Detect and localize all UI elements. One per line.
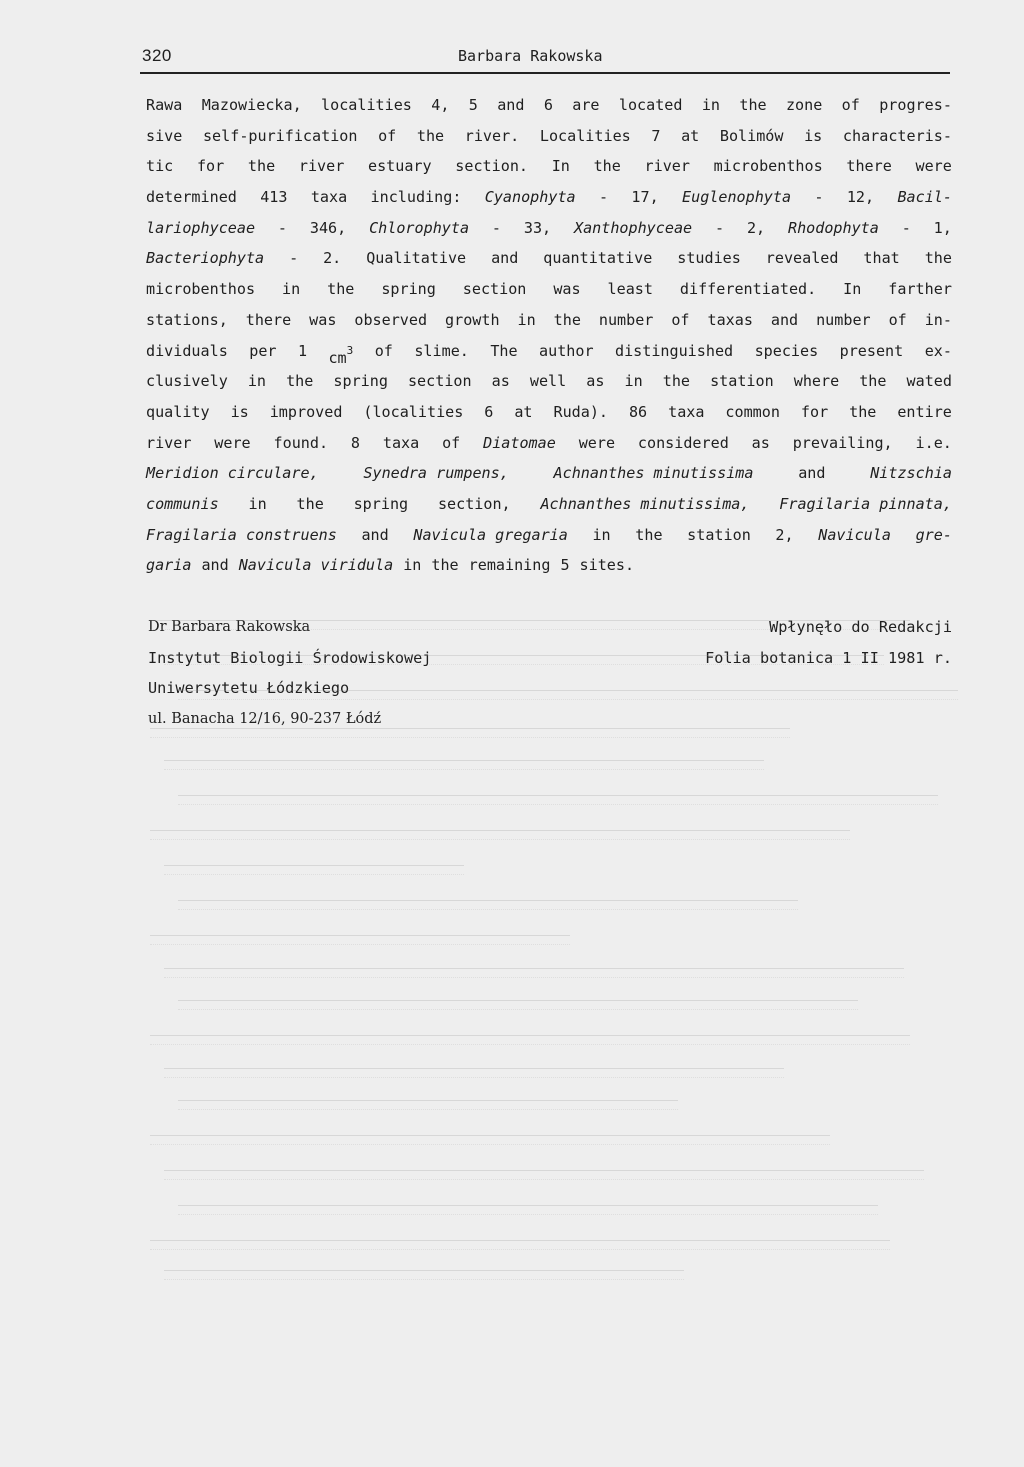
word: remaining xyxy=(468,556,551,575)
word: dividuals xyxy=(146,341,228,360)
word: in- xyxy=(924,310,952,329)
word: number xyxy=(816,310,871,329)
word: - xyxy=(901,218,911,237)
word: 6 xyxy=(484,402,494,421)
word: 5 xyxy=(468,96,478,114)
text-line xyxy=(146,458,952,489)
word: 12, xyxy=(846,188,875,207)
word: and xyxy=(770,310,799,329)
ghost-line xyxy=(164,1170,924,1180)
word: 1, xyxy=(933,218,952,237)
word: taxa xyxy=(668,402,705,421)
ghost-line xyxy=(178,795,938,805)
word: of xyxy=(671,310,690,329)
word: - xyxy=(289,249,299,268)
word: the xyxy=(662,372,691,391)
word: the xyxy=(431,556,459,575)
word: taxa xyxy=(382,433,420,452)
word: of xyxy=(378,126,397,145)
word: Rawa xyxy=(146,96,183,114)
word: Ruda). xyxy=(553,402,609,421)
word: - xyxy=(491,218,501,237)
word: - xyxy=(598,188,609,207)
page-number: 320 xyxy=(142,46,172,65)
author-name: Dr Barbara Rakowska xyxy=(148,619,311,635)
word: Navicula xyxy=(818,525,891,544)
word: estuary xyxy=(367,157,432,176)
word: Localities xyxy=(539,126,631,145)
word: stations, xyxy=(146,310,228,329)
text-line xyxy=(146,151,952,182)
word: station xyxy=(687,525,751,544)
word: studies xyxy=(677,249,741,268)
word: the xyxy=(416,126,445,145)
word: characteris- xyxy=(842,126,952,145)
word: Navicula viridula xyxy=(238,556,394,575)
word: clusively xyxy=(146,372,228,391)
word: there xyxy=(846,157,892,176)
word: Qualitative xyxy=(366,249,467,268)
word: in xyxy=(592,525,611,544)
word: at xyxy=(514,402,533,421)
word: the xyxy=(327,280,355,299)
ghost-line xyxy=(164,1068,784,1078)
word: 86 xyxy=(628,402,648,421)
word: Euglenophyta xyxy=(682,188,792,207)
word: quantitative xyxy=(543,249,653,268)
word: 413 xyxy=(260,188,288,207)
word: section. xyxy=(455,157,528,176)
text-line xyxy=(146,305,952,336)
text-line xyxy=(146,121,952,152)
word: station xyxy=(710,372,774,391)
word: the xyxy=(296,494,324,513)
ghost-line xyxy=(178,1000,858,1010)
word: taxa xyxy=(310,188,348,207)
word: self-purification xyxy=(202,126,358,145)
word: 33, xyxy=(523,218,552,237)
word: river xyxy=(146,433,192,452)
word: lariophyceae xyxy=(146,218,256,237)
word: were xyxy=(214,433,251,452)
word: found. xyxy=(273,433,329,452)
word: Bacil- xyxy=(897,188,952,207)
word: including: xyxy=(370,188,462,207)
word: taxas xyxy=(707,310,753,329)
word: author xyxy=(539,341,594,360)
word: farther xyxy=(888,280,952,299)
word: garia xyxy=(146,556,192,575)
text-line xyxy=(146,397,952,428)
word: the xyxy=(849,402,877,421)
word: quality xyxy=(146,402,210,421)
word: the xyxy=(593,157,621,176)
word: microbenthos xyxy=(713,157,823,176)
word: Meridion circulare, xyxy=(146,464,319,483)
word: where xyxy=(793,372,840,391)
word: In xyxy=(551,157,570,176)
ghost-line xyxy=(178,900,798,910)
word: in xyxy=(701,96,721,114)
word: are xyxy=(572,96,600,114)
author-address xyxy=(148,612,548,734)
word: were xyxy=(578,433,616,452)
word: 2, xyxy=(775,525,794,544)
word: number xyxy=(598,310,654,329)
word: river xyxy=(298,157,345,176)
word: in xyxy=(247,372,267,391)
institute-name: Instytut Biologii Środowiskowej xyxy=(148,648,432,667)
word: spring xyxy=(353,494,409,513)
word: observed xyxy=(354,310,428,329)
word: wated xyxy=(906,372,952,391)
word: In xyxy=(843,280,862,299)
word: least xyxy=(607,280,653,299)
word: communis xyxy=(146,494,219,513)
ghost-line xyxy=(150,830,850,840)
word: Navicula gregaria xyxy=(413,525,568,544)
university-name: Uniwersytetu Łódzkiego xyxy=(148,679,350,697)
ghost-line xyxy=(150,1135,830,1145)
word: - xyxy=(714,218,725,237)
word: entire xyxy=(897,402,952,421)
word: was xyxy=(553,280,581,299)
word: Nitzschia xyxy=(870,464,952,483)
word: present xyxy=(839,341,904,360)
word: the xyxy=(247,157,276,176)
word: Fragilaria construens xyxy=(146,525,337,544)
ghost-line xyxy=(150,935,570,945)
word: and xyxy=(361,525,389,544)
word: 1 xyxy=(297,341,308,360)
ghost-line xyxy=(164,1270,684,1280)
word: Achnanthes minutissima xyxy=(553,464,754,483)
word: zone xyxy=(785,96,823,114)
abstract-paragraph xyxy=(146,90,952,581)
word: 2, xyxy=(746,218,766,237)
text-line xyxy=(146,274,952,305)
word: 5 xyxy=(560,556,570,575)
word: Mazowiecka, xyxy=(201,96,302,114)
word: section, xyxy=(437,494,511,513)
text-line xyxy=(146,243,952,274)
text-line xyxy=(146,182,952,213)
word: river. xyxy=(464,126,520,145)
word: - xyxy=(814,188,824,207)
running-head: Barbara Rakowska xyxy=(458,47,603,65)
word: ex- xyxy=(924,341,952,360)
word: spring xyxy=(381,280,436,299)
word: for xyxy=(196,157,225,176)
word: 4, xyxy=(431,96,450,114)
word: sites. xyxy=(579,556,635,575)
word: and xyxy=(798,464,826,483)
word: the xyxy=(739,96,767,114)
text-line xyxy=(146,489,952,520)
word: is xyxy=(804,126,823,145)
word: growth xyxy=(445,310,500,329)
word: of xyxy=(841,96,860,114)
word: 17, xyxy=(631,188,659,207)
word: microbenthos xyxy=(146,280,256,299)
word: per xyxy=(249,341,277,360)
word: Achnanthes minutissima, xyxy=(540,494,750,513)
word: gre- xyxy=(915,525,952,544)
word: determined xyxy=(146,188,237,207)
text-line xyxy=(146,550,952,581)
word: section xyxy=(462,280,527,299)
word: of xyxy=(888,310,907,329)
word: the xyxy=(553,310,581,329)
word: slime. xyxy=(414,341,469,360)
word: $cm^3$ xyxy=(328,343,354,367)
word: (localities xyxy=(363,402,464,421)
word: in xyxy=(403,556,422,575)
word: were xyxy=(915,157,952,176)
word: The xyxy=(490,341,518,360)
word: 346, xyxy=(309,218,347,237)
word: that xyxy=(863,249,900,268)
word: Synedra rumpens, xyxy=(363,464,509,483)
word: localities xyxy=(321,96,412,114)
text-line xyxy=(146,428,952,459)
ghost-line xyxy=(164,865,464,875)
text-line xyxy=(146,213,952,244)
word: considered xyxy=(637,433,729,452)
text-line xyxy=(146,90,952,121)
ghost-line xyxy=(178,1100,678,1110)
received-note xyxy=(680,612,952,673)
word: Fragilaria pinnata, xyxy=(779,494,952,513)
word: sive xyxy=(146,126,183,145)
word: well xyxy=(529,372,567,391)
word: tic xyxy=(146,157,174,176)
ghost-line xyxy=(164,760,764,770)
word: the xyxy=(286,372,314,391)
word: the xyxy=(635,525,663,544)
received-label: Wpłynęło do Redakcji xyxy=(769,618,952,636)
word: prevailing, xyxy=(792,433,893,452)
word: as xyxy=(491,372,510,391)
word: at xyxy=(681,126,700,145)
word: of xyxy=(442,433,461,452)
word: in xyxy=(248,494,267,513)
word: Bolimów xyxy=(719,126,784,145)
word: located xyxy=(618,96,683,114)
word: revealed xyxy=(765,249,839,268)
word: the xyxy=(859,372,887,391)
word: 6 xyxy=(543,96,553,114)
word: is xyxy=(230,402,249,421)
ghost-line xyxy=(150,1035,910,1045)
ghost-line xyxy=(150,1240,890,1250)
ghost-line xyxy=(178,1205,878,1215)
page-header xyxy=(140,44,950,74)
word: Bacteriophyta xyxy=(146,249,265,268)
word: Diatomae xyxy=(483,433,556,452)
word: for xyxy=(800,402,829,421)
text-line xyxy=(146,520,952,551)
ghost-line xyxy=(164,968,904,978)
word: Rhodophyta xyxy=(787,218,879,237)
word: in xyxy=(281,280,301,299)
word: river xyxy=(644,157,690,176)
word: 2. xyxy=(323,249,342,268)
word: 7 xyxy=(651,126,661,145)
word: as xyxy=(751,433,770,452)
word: and xyxy=(491,249,519,268)
word: of xyxy=(374,341,393,360)
word: spring xyxy=(333,372,388,391)
word: distinguished xyxy=(614,341,734,360)
word: and xyxy=(497,96,525,114)
text-line xyxy=(146,336,952,367)
word: Cyanophyta xyxy=(484,188,576,207)
word: as xyxy=(586,372,605,391)
word: differentiated. xyxy=(679,280,817,299)
word: the xyxy=(924,249,952,268)
word: and xyxy=(201,556,229,575)
word: - xyxy=(277,218,287,237)
word: progres- xyxy=(879,96,952,114)
word: Xanthophyceae xyxy=(573,218,693,237)
word: common xyxy=(725,402,780,421)
word: i.e. xyxy=(915,433,952,452)
word: 8 xyxy=(350,433,360,452)
word: section xyxy=(407,372,472,391)
word: in xyxy=(517,310,536,329)
word: species xyxy=(754,341,819,360)
word: in xyxy=(624,372,643,391)
word: Chlorophyta xyxy=(369,218,470,237)
word: was xyxy=(309,310,337,329)
word: improved xyxy=(269,402,343,421)
journal-date: Folia botanica 1 II 1981 r. xyxy=(705,648,952,667)
word: there xyxy=(245,310,292,329)
text-line xyxy=(146,366,952,397)
street-address: ul. Banacha 12/16, 90-237 Łódź xyxy=(148,710,382,727)
